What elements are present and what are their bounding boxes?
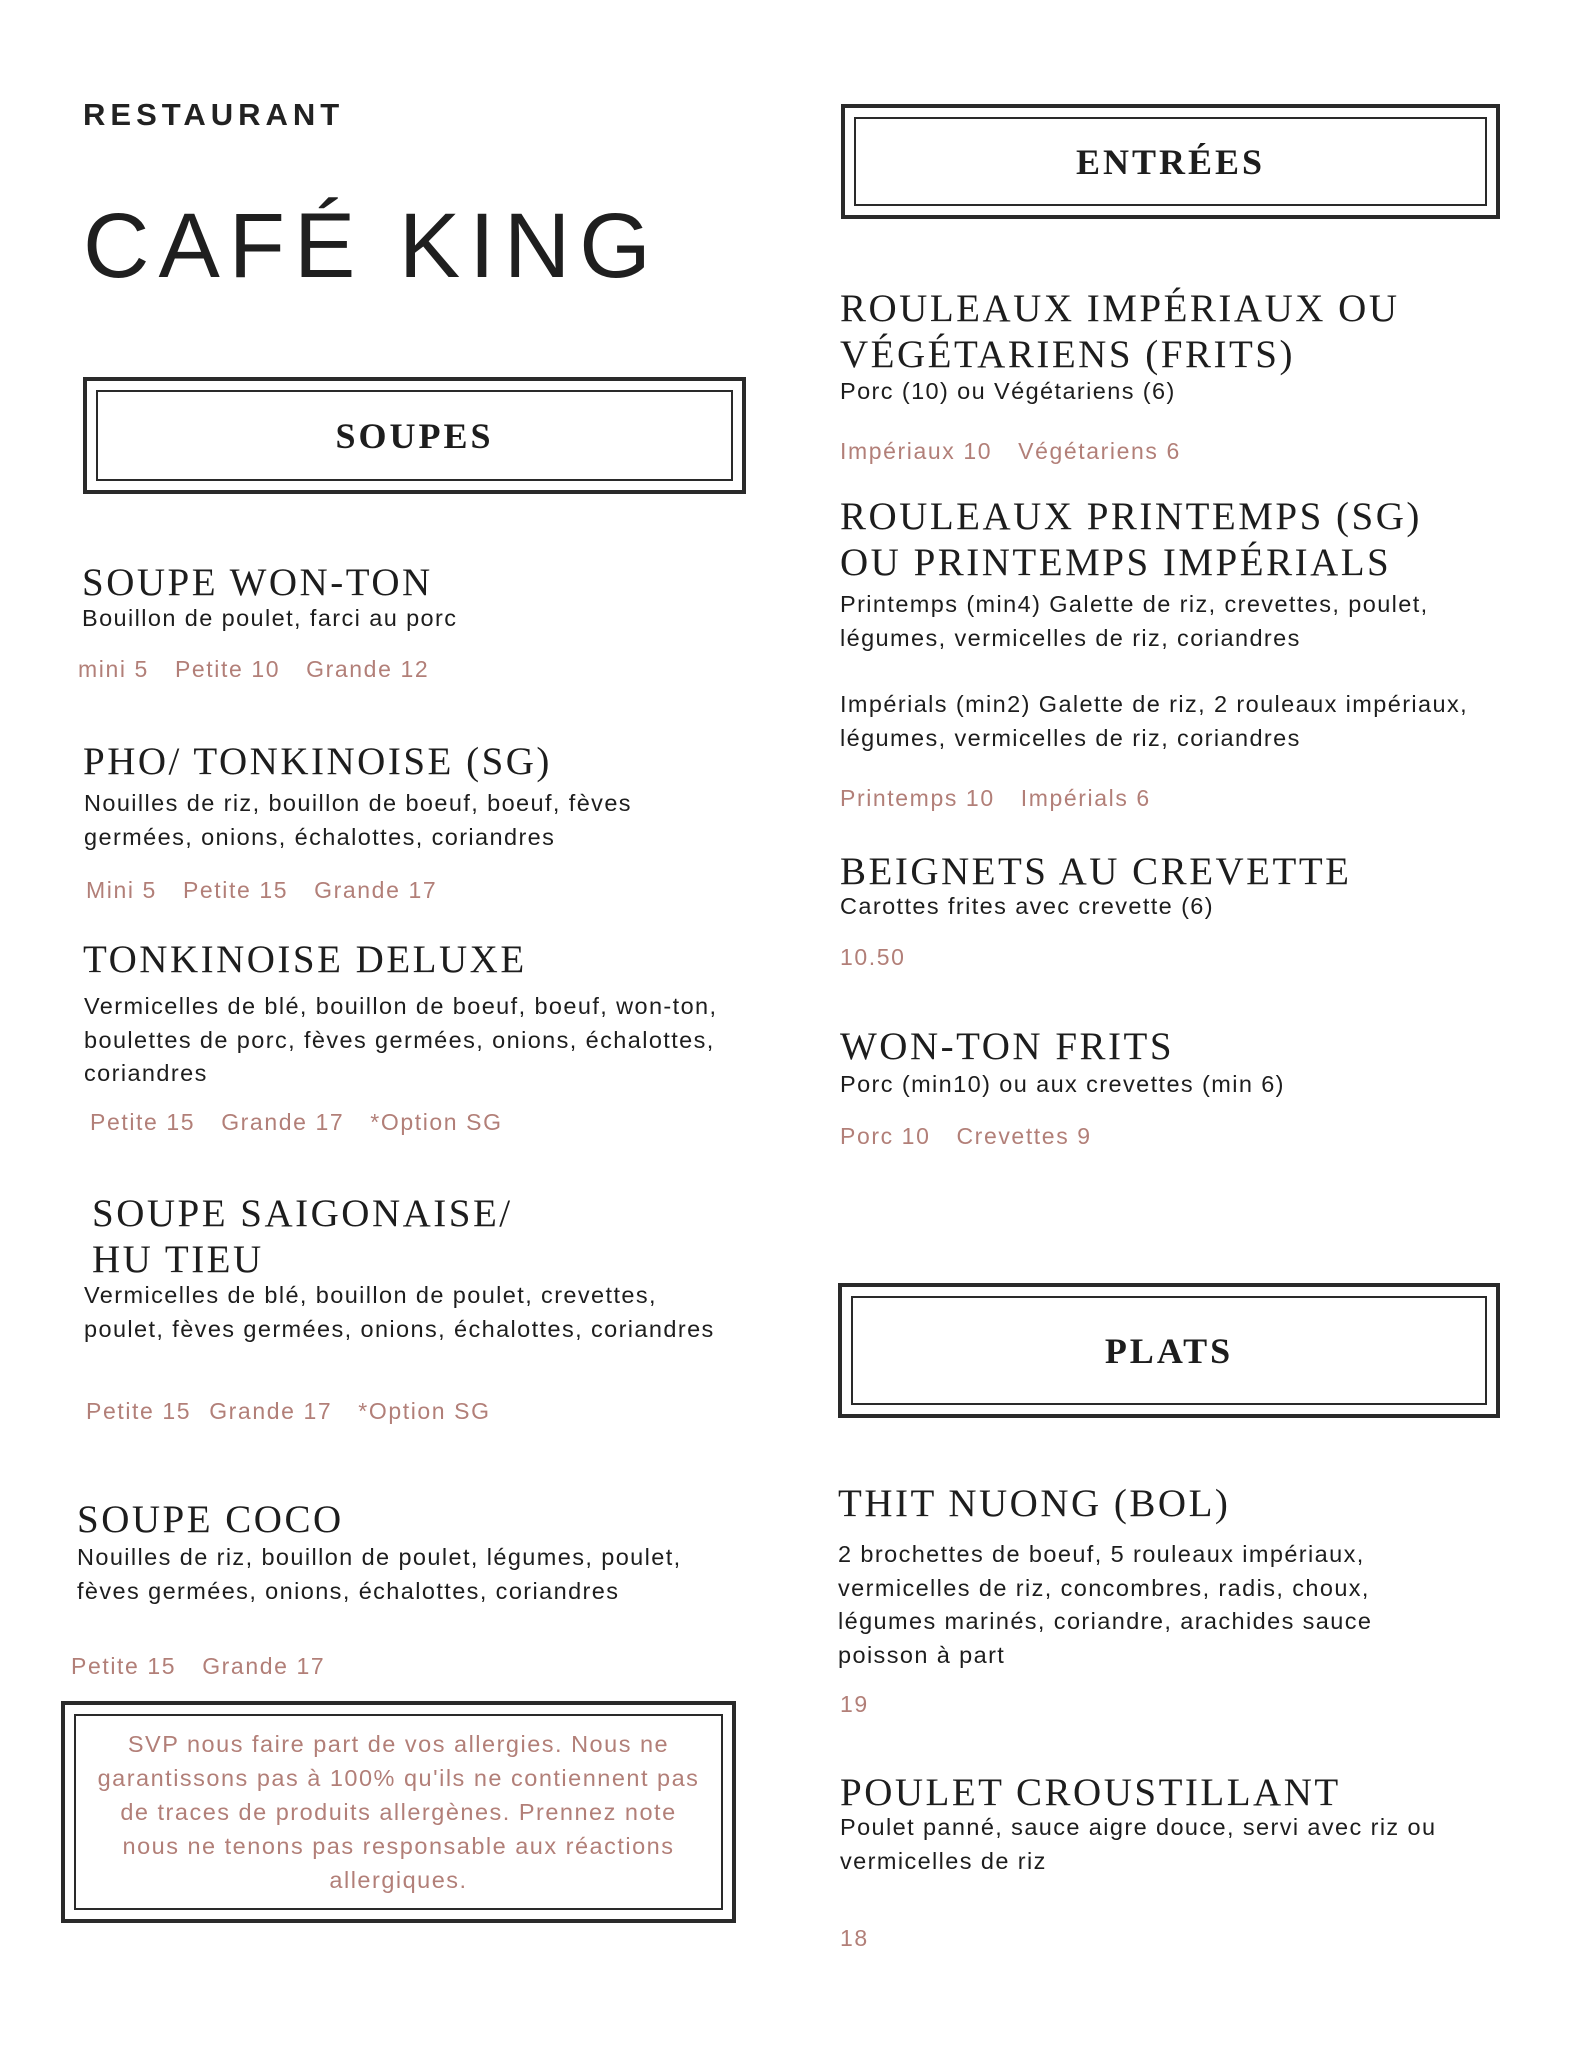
price-tag: Petite 15 <box>86 1398 192 1424</box>
dish-title-line: ROULEAUX IMPÉRIAUX OU <box>840 287 1400 330</box>
soupes-section-box <box>83 377 746 494</box>
dish-description: Nouilles de riz, bouillon de poulet, légumes, poulet, fèves germées, onions, échalottes, coriandres <box>77 1544 682 1604</box>
dish-title-line: SOUPE SAIGONAISE/ <box>92 1192 513 1235</box>
price-tag: *Option SG <box>358 1398 491 1424</box>
price-tag: mini 5 <box>78 656 149 682</box>
dish-prices <box>840 1691 895 1718</box>
dish-prices <box>86 1398 517 1425</box>
dish-description: Poulet panné, sauce aigre douce, servi avec riz ou vermicelles de riz <box>840 1814 1437 1874</box>
dish-description: Vermicelles de blé, bouillon de boeuf, boeuf, won-ton, boulettes de porc, fèves germées, onions, échalottes, coriandres <box>84 993 718 1086</box>
price-tag: Impérials 6 <box>1020 785 1151 811</box>
price-tag: 18 <box>840 1925 869 1951</box>
price-tag: Petite 10 <box>174 656 281 682</box>
price-tag: Petite 15 <box>71 1653 177 1679</box>
price-tag: Grande 12 <box>306 656 430 682</box>
dish-description: Carottes frites avec crevette (6) <box>840 893 1215 919</box>
price-tag: Végétariens 6 <box>1018 438 1181 464</box>
allergy-notice-box <box>61 1701 736 1923</box>
dish-title: TONKINOISE DELUXE <box>83 938 527 981</box>
dish-title: BEIGNETS AU CREVETTE <box>840 850 1352 893</box>
price-tag: Mini 5 <box>86 877 157 903</box>
dish-description: Nouilles de riz, bouillon de boeuf, boeuf, fèves germées, onions, échalottes, coriandres <box>84 790 632 850</box>
price-tag: Printemps 10 <box>840 785 995 811</box>
plats-section-title: PLATS <box>851 1296 1487 1405</box>
dish-title: POULET CROUSTILLANT <box>840 1771 1341 1814</box>
price-tag: Porc 10 <box>840 1123 931 1149</box>
price-tag: *Option SG <box>370 1109 503 1135</box>
price-tag: Impériaux 10 <box>840 438 993 464</box>
plats-section-box <box>838 1283 1500 1418</box>
price-tag: 10.50 <box>840 944 906 970</box>
dish-prices <box>840 1123 1118 1150</box>
dish-title-line: OU PRINTEMPS IMPÉRIALS <box>840 541 1392 584</box>
price-tag: Petite 15 <box>182 877 289 903</box>
dish-title: PHO/ TONKINOISE (SG) <box>83 740 552 783</box>
dish-title: SOUPE WON-TON <box>82 561 433 604</box>
dish-title-line: HU TIEU <box>92 1238 264 1281</box>
entrees-section-title: ENTRÉES <box>854 117 1487 206</box>
dish-prices <box>840 785 1177 812</box>
dish-description: Porc (min10) ou aux crevettes (min 6) <box>840 1071 1285 1097</box>
dish-prices <box>840 1925 895 1952</box>
allergy-notice: SVP nous faire part de vos allergies. Nous ne garantissons pas à 100% qu'ils ne contiennent pas de traces de produits allergènes. Prennez note nous ne tenons pas responsable aux réactions allergiques. <box>74 1714 723 1910</box>
price-tag: Grande 17 <box>221 1109 345 1135</box>
dish-description: Printemps (min4) Galette de riz, crevettes, poulet, légumes, vermicelles de riz, coriandres <box>840 591 1429 651</box>
dish-prices <box>840 944 932 971</box>
dish-prices <box>71 1653 351 1680</box>
restaurant-name: CAFÉ KING <box>83 195 660 297</box>
dish-prices <box>86 877 463 904</box>
dish-title <box>840 286 1399 378</box>
dish-title: SOUPE COCO <box>77 1498 344 1541</box>
soupes-section-title: SOUPES <box>96 390 733 481</box>
price-tag: Grande 17 <box>202 1653 326 1679</box>
dish-description: Bouillon de poulet, farci au porc <box>82 605 458 631</box>
price-tag: 19 <box>840 1691 869 1717</box>
dish-title <box>92 1191 513 1283</box>
dish-prices <box>840 438 1207 465</box>
entrees-section-box <box>841 104 1500 219</box>
dish-title-line: ROULEAUX PRINTEMPS (SG) <box>840 495 1422 538</box>
dish-description: Porc (10) ou Végétariens (6) <box>840 378 1176 404</box>
dish-prices <box>90 1109 529 1136</box>
dish-description: Vermicelles de blé, bouillon de poulet, crevettes, poulet, fèves germées, onions, échalottes, coriandres <box>84 1282 715 1342</box>
dish-title: WON-TON FRITS <box>840 1025 1175 1068</box>
price-tag: Grande 17 <box>314 877 438 903</box>
dish-description: Impérials (min2) Galette de riz, 2 rouleaux impériaux, légumes, vermicelles de riz, coriandres <box>840 691 1469 751</box>
price-tag: Grande 17 <box>209 1398 333 1424</box>
dish-title: THIT NUONG (BOL) <box>838 1482 1231 1525</box>
dish-description: 2 brochettes de boeuf, 5 rouleaux impériaux, vermicelles de riz, concombres, radis, choux, légumes marinés, coriandre, arachides sauce poisson à part <box>838 1541 1373 1668</box>
restaurant-eyebrow: RESTAURANT <box>83 97 345 132</box>
dish-title-line: VÉGÉTARIENS (FRITS) <box>840 333 1295 376</box>
price-tag: Crevettes 9 <box>956 1123 1092 1149</box>
price-tag: Petite 15 <box>90 1109 196 1135</box>
dish-title <box>840 494 1422 586</box>
dish-prices <box>78 656 455 683</box>
